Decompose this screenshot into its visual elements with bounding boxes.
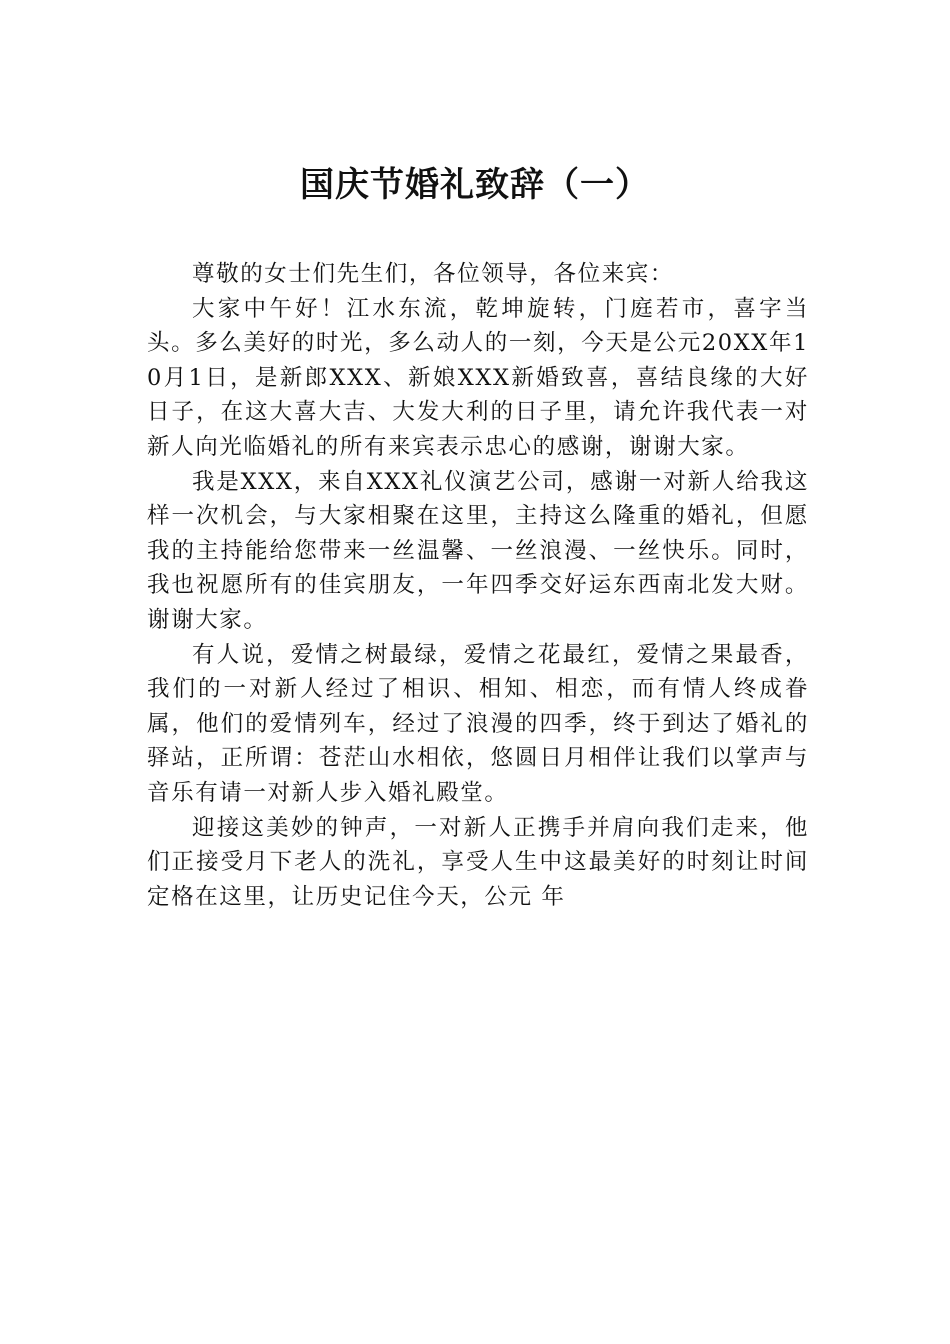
host-introduction-paragraph: 我是XXX，来自XXX礼仪演艺公司，感谢一对新人给我这样一次机会，与大家相聚在这里，主持这么隆重的婚礼，但愿我的主持能给您带来一丝温馨、一丝浪漫、一丝快乐。同时，我也祝愿所有的佳宾朋友，一年四季交好运东西南北发大财。谢谢大家。 — [147, 468, 809, 633]
page-title: 国庆节婚礼致辞（一） — [300, 165, 650, 205]
closing-paragraph: 迎接这美妙的钟声，一对新人正携手并肩向我们走来，他们正接受月下老人的洗礼，享受人生中这最美好的时刻让时间定格在这里，让历史记住今天，公元 年 — [147, 814, 809, 910]
greeting-paragraph: 尊敬的女士们先生们，各位领导，各位来宾： — [192, 261, 675, 287]
opening-paragraph: 大家中午好！江水东流，乾坤旋转，门庭若市，喜字当头。多么美好的时光，多么动人的一刻，今天是公元20XX年10月1日，是新郎XXX、新娘XXX新婚致喜，喜结良缘的大好日子，在这大喜大吉、大发大利的日子里，请允许我代表一对新人向光临婚礼的所有来宾表示忠心的感谢，谢谢大家。 — [147, 295, 809, 460]
document-body — [147, 257, 809, 914]
love-paragraph: 有人说，爱情之树最绿，爱情之花最红，爱情之果最香，我们的一对新人经过了相识、相知、相恋，而有情人终成眷属，他们的爱情列车，经过了浪漫的四季，终于到达了婚礼的驿站，正所谓：苍茫山水相依，悠圆日月相伴让我们以掌声与音乐有请一对新人步入婚礼殿堂。 — [147, 641, 809, 806]
